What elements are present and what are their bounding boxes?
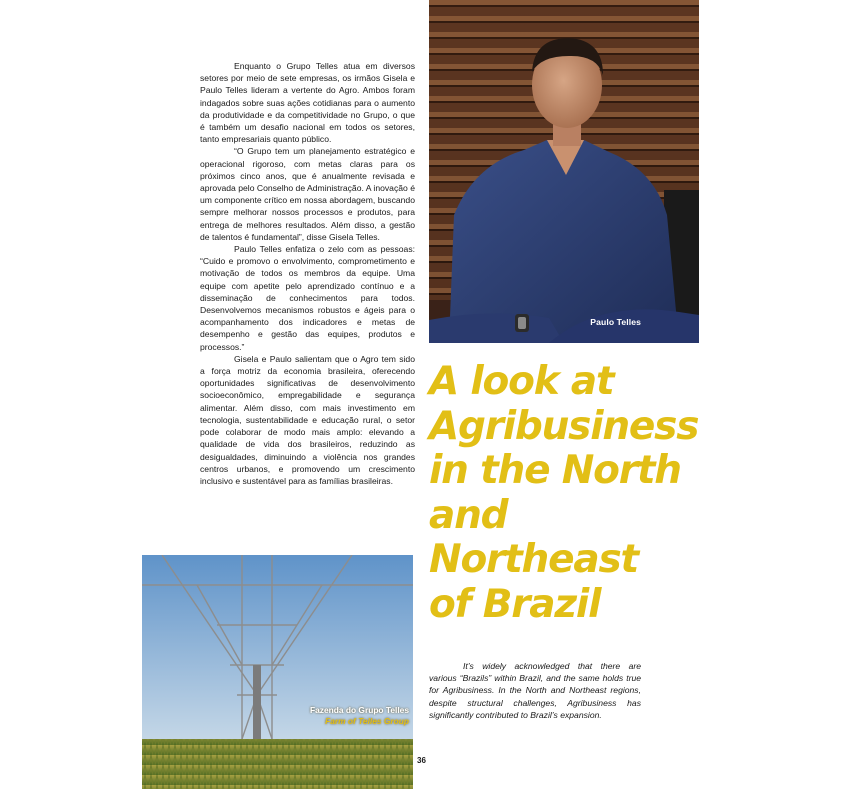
farm-caption: [310, 705, 409, 726]
portrait-photo-image: [429, 0, 699, 343]
body-paragraph: “O Grupo tem um planejamento estratégico e operacional rigoroso, com metas claras para os próximos cinco anos, que é anualmente revisada e aprovada pelo Conselho de Administração. A inovação é um componente crítico em nossa abordagem, buscando sempre melhorar nossos processos e produtos, para entrega de melhores resultados. Além disso, a gestão de talentos é fundamental”, disse Gisela Telles.: [200, 146, 415, 242]
intro-paragraph: It’s widely acknowledged that there are various “Brazils” within Brazil, and the same holds true for Agribusiness. In the North and Northeast regions, despite structural challenges, Agribusiness has significantly contributed to Brazil’s expansion.: [429, 661, 641, 720]
article-body: [200, 60, 415, 487]
farm-photo: [142, 555, 413, 789]
body-paragraph: Gisela e Paulo salientam que o Agro tem sido a força motriz da economia brasileira, oferecendo oportunidades significativas de desenvolvimento socioeconômico, empregabilidade e segurança alimentar. Além disso, com mais investimento em tecnologia, sustentabilidade e educação rural, o setor pode colaborar de modo mais amplo: elevando a qualidade de vida dos brasileiros, reduzindo as desigualdades, diminuindo a violência nos grandes centros urbanos, e promovendo um crescimento inclusivo e sustentável para as famílias brasileiras.: [200, 353, 415, 486]
body-paragraph: Enquanto o Grupo Telles atua em diversos setores por meio de sete empresas, os irmãos Gisela e Paulo Telles lideram a vertente do Agro. Ambos foram indagados sobre suas ações cotidianas para o aumento da produtividade e da competitividade no Grupo, o que é também um desafio nacional em todos os setores, tanto empresariais quanto público.: [200, 61, 415, 145]
farm-photo-image: [142, 555, 413, 789]
headline: A look at Agribusiness in the North and Northeast of Brazil: [429, 359, 699, 627]
body-paragraph: Paulo Telles enfatiza o zelo com as pessoas: “Cuido e promovo o envolvimento, comprometimento e motivação de todos os membros da equipe. Uma equipe com apetite pelo aprendizado contínuo e a disseminação de conhecimentos para todos. Desenvolvemos mecanismos robustos e ágeis para o acompanhamento dos indicadores e metas de desempenho e gestão das equipes, produtos e processos.”: [200, 244, 415, 352]
page-number: 36: [417, 756, 426, 765]
farm-caption-pt: Fazenda do Grupo Telles: [310, 705, 409, 715]
portrait-caption: Paulo Telles: [590, 317, 641, 327]
farm-caption-en: Farm of Telles Group: [325, 715, 409, 726]
portrait-photo: [429, 0, 699, 343]
